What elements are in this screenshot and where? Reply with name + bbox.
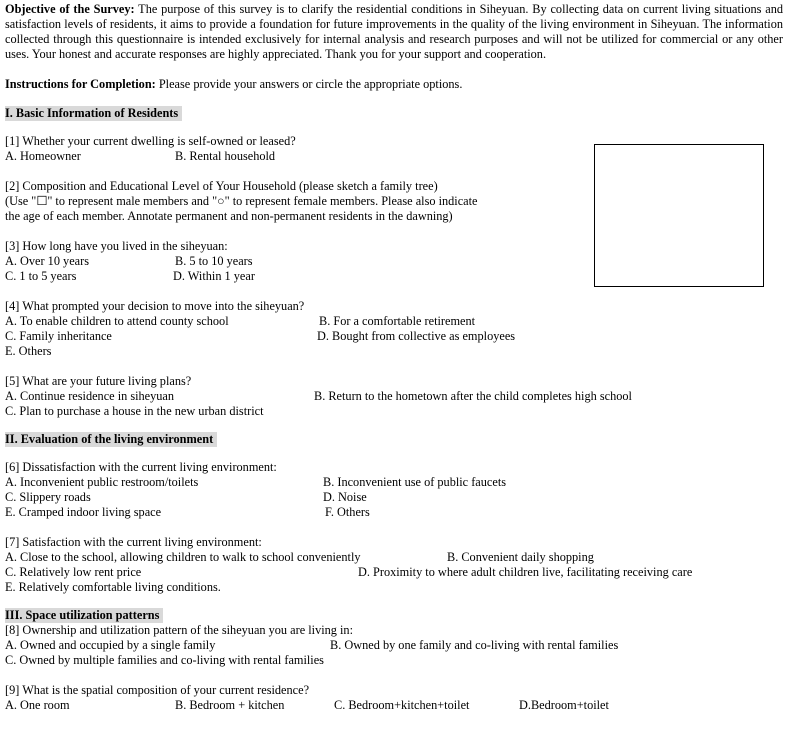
q3-option-b[interactable]: B. 5 to 10 years xyxy=(175,254,253,268)
question-9-options xyxy=(5,698,783,713)
q3-option-c[interactable]: C. 1 to 5 years xyxy=(5,269,77,283)
q9-option-c[interactable]: C. Bedroom+kitchen+toilet xyxy=(334,698,470,712)
q6-option-e[interactable]: E. Cramped indoor living space xyxy=(5,505,162,519)
q6-option-f[interactable]: F. Others xyxy=(325,505,370,519)
question-9: [9] What is the spatial composition of your current residence? xyxy=(5,683,310,697)
q6-option-d[interactable]: D. Noise xyxy=(323,490,367,504)
question-3: [3] How long have you lived in the siheyuan: xyxy=(5,239,228,253)
question-6-options-row-3 xyxy=(5,505,783,520)
q9-option-a[interactable]: A. One room xyxy=(5,698,70,712)
q7-option-d[interactable]: D. Proximity to where adult children live, facilitating receiving care xyxy=(358,565,693,579)
q4-option-d[interactable]: D. Bought from collective as employees xyxy=(317,329,516,343)
q1-option-b[interactable]: B. Rental household xyxy=(175,149,276,163)
q7-option-e[interactable]: E. Relatively comfortable living conditions. xyxy=(5,580,221,594)
q6-option-a[interactable]: A. Inconvenient public restroom/toilets xyxy=(5,475,199,489)
objective-label: Objective of the Survey: xyxy=(5,2,135,16)
section-2-title: II. Evaluation of the living environment xyxy=(5,432,217,447)
question-4: [4] What prompted your decision to move into the siheyuan? xyxy=(5,299,305,313)
question-5-options-row-1 xyxy=(5,389,783,404)
q7-option-c[interactable]: C. Relatively low rent price xyxy=(5,565,142,579)
question-7-options-row-1 xyxy=(5,550,783,565)
q4-option-e[interactable]: E. Others xyxy=(5,344,52,358)
q6-option-b[interactable]: B. Inconvenient use of public faucets xyxy=(323,475,507,489)
q9-option-d[interactable]: D.Bedroom+toilet xyxy=(519,698,609,712)
question-8: [8] Ownership and utilization pattern of the siheyuan you are living in: xyxy=(5,623,353,637)
question-7: [7] Satisfaction with the current living environment: xyxy=(5,535,262,549)
q7-option-b[interactable]: B. Convenient daily shopping xyxy=(447,550,594,564)
section-1-title: I. Basic Information of Residents xyxy=(5,106,182,121)
section-3-title: III. Space utilization patterns xyxy=(5,608,163,623)
q5-option-c[interactable]: C. Plan to purchase a house in the new urban district xyxy=(5,404,264,418)
q8-option-b[interactable]: B. Owned by one family and co-living with rental families xyxy=(330,638,619,652)
question-8-options-row-2 xyxy=(5,653,783,668)
question-2-line-2: (Use "☐" to represent male members and "○" to represent female members. Please also indicate xyxy=(5,194,478,208)
section-3 xyxy=(5,608,783,713)
q4-option-a[interactable]: A. To enable children to attend county school xyxy=(5,314,229,328)
questionnaire-page xyxy=(5,2,783,713)
q6-option-c[interactable]: C. Slippery roads xyxy=(5,490,91,504)
question-4-options-row-3 xyxy=(5,344,783,359)
q4-option-c[interactable]: C. Family inheritance xyxy=(5,329,112,343)
instructions-label: Instructions for Completion: xyxy=(5,77,156,91)
q1-option-a[interactable]: A. Homeowner xyxy=(5,149,81,163)
question-4-options-row-2 xyxy=(5,329,783,344)
q8-option-a[interactable]: A. Owned and occupied by a single family xyxy=(5,638,216,652)
question-5-options-row-2 xyxy=(5,404,783,419)
question-4-options-row-1 xyxy=(5,314,783,329)
question-1: [1] Whether your current dwelling is self-owned or leased? xyxy=(5,134,296,148)
q8-option-c[interactable]: C. Owned by multiple families and co-living with rental families xyxy=(5,653,324,667)
q4-option-b[interactable]: B. For a comfortable retirement xyxy=(319,314,476,328)
objective-text: The purpose of this survey is to clarify the residential conditions in Siheyuan. By collecting data on current living situations and satisfaction levels of residents, it aims to provide a foundation for future improvements in the quality of the living environment in Siheyuan. The information collected through this questionnaire is intended exclusively for internal analysis and research purposes and will not be utilized for commercial or any other uses. Your honest and accurate responses are highly appreciated. Thank you for your support and cooperation. xyxy=(5,2,783,61)
objective-paragraph xyxy=(5,2,783,62)
question-6-options-row-2 xyxy=(5,490,783,505)
question-5: [5] What are your future living plans? xyxy=(5,374,192,388)
q5-option-a[interactable]: A. Continue residence in siheyuan xyxy=(5,389,175,403)
question-2-line-1: [2] Composition and Educational Level of Your Household (please sketch a family tree) xyxy=(5,179,438,193)
question-7-options-row-3 xyxy=(5,580,783,595)
instructions-text: Please provide your answers or circle the appropriate options. xyxy=(155,77,463,91)
question-7-options-row-2 xyxy=(5,565,783,580)
section-2 xyxy=(5,432,783,595)
question-8-options-row-1 xyxy=(5,638,783,653)
question-6-options-row-1 xyxy=(5,475,783,490)
family-tree-sketch-box[interactable] xyxy=(594,144,764,287)
question-2-line-3: the age of each member. Annotate permanent and non-permanent residents in the dawning) xyxy=(5,209,453,223)
q3-option-a[interactable]: A. Over 10 years xyxy=(5,254,90,268)
question-6: [6] Dissatisfaction with the current living environment: xyxy=(5,460,277,474)
instructions-paragraph xyxy=(5,77,783,92)
q9-option-b[interactable]: B. Bedroom + kitchen xyxy=(175,698,285,712)
q5-option-b[interactable]: B. Return to the hometown after the child completes high school xyxy=(314,389,632,403)
q3-option-d[interactable]: D. Within 1 year xyxy=(173,269,255,283)
q7-option-a[interactable]: A. Close to the school, allowing children to walk to school conveniently xyxy=(5,550,361,564)
